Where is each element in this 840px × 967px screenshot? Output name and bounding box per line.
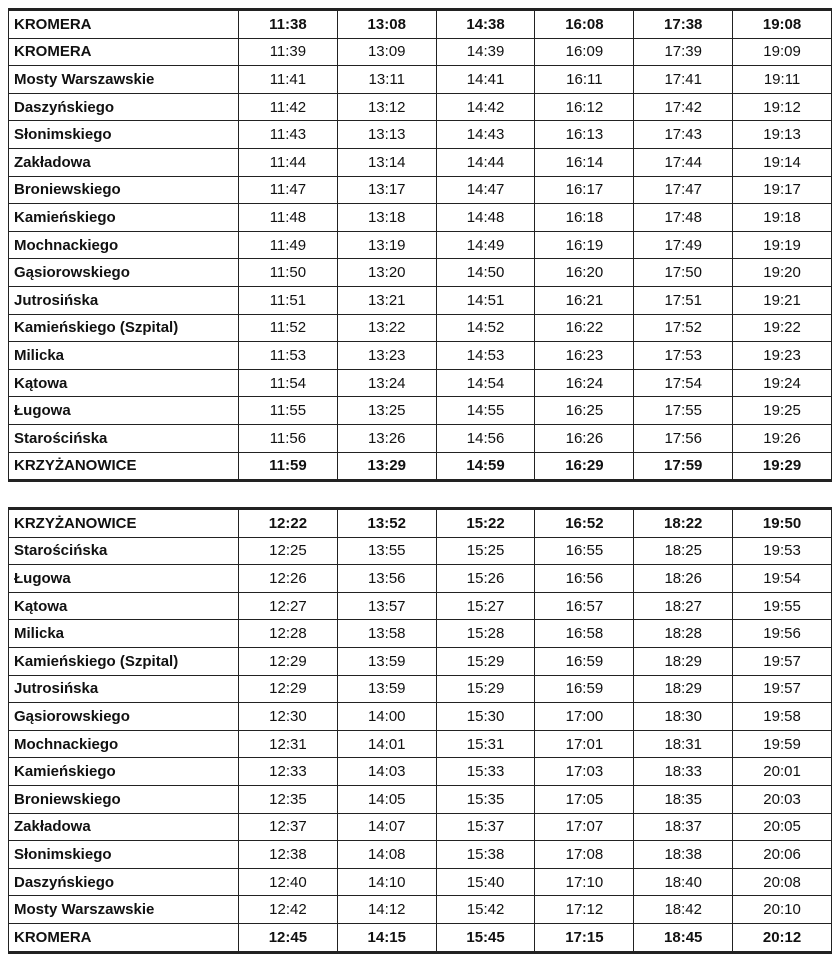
departure-time-cell: 18:42 [634, 896, 733, 924]
departure-time-cell: 17:44 [634, 148, 733, 176]
departure-time-cell: 15:27 [436, 592, 535, 620]
departure-time-cell: 19:53 [733, 537, 832, 565]
stop-name-cell: Gąsiorowskiego [9, 259, 239, 287]
departure-time-cell: 15:33 [436, 758, 535, 786]
table-row [9, 620, 832, 648]
departure-time-cell: 17:10 [535, 868, 634, 896]
departure-time-cell: 17:03 [535, 758, 634, 786]
departure-time-cell: 14:00 [337, 703, 436, 731]
departure-time-cell: 19:56 [733, 620, 832, 648]
departure-time-cell: 15:28 [436, 620, 535, 648]
departure-time-cell: 15:38 [436, 841, 535, 869]
departure-time-cell: 14:42 [436, 93, 535, 121]
departure-time-cell: 18:29 [634, 647, 733, 675]
table-row [9, 231, 832, 259]
departure-time-cell: 13:11 [337, 66, 436, 94]
table-row [9, 896, 832, 924]
table-row [9, 121, 832, 149]
departure-time-cell: 11:59 [239, 452, 338, 481]
departure-time-cell: 11:38 [239, 10, 338, 39]
departure-time-cell: 17:50 [634, 259, 733, 287]
departure-time-cell: 12:26 [239, 565, 338, 593]
departure-time-cell: 20:05 [733, 813, 832, 841]
departure-time-cell: 14:01 [337, 730, 436, 758]
departure-time-cell: 15:35 [436, 785, 535, 813]
stop-name-cell: Kątowa [9, 369, 239, 397]
stop-name-cell: Zakładowa [9, 813, 239, 841]
stop-name-cell: Milicka [9, 342, 239, 370]
departure-time-cell: 19:23 [733, 342, 832, 370]
table-row [9, 66, 832, 94]
departure-time-cell: 11:51 [239, 286, 338, 314]
departure-time-cell: 13:24 [337, 369, 436, 397]
table-row [9, 38, 832, 66]
departure-time-cell: 18:37 [634, 813, 733, 841]
departure-time-cell: 13:23 [337, 342, 436, 370]
table-row [9, 10, 832, 39]
departure-time-cell: 18:38 [634, 841, 733, 869]
departure-time-cell: 13:52 [337, 509, 436, 538]
departure-time-cell: 19:08 [733, 10, 832, 39]
departure-time-cell: 14:39 [436, 38, 535, 66]
stop-name-cell: Kątowa [9, 592, 239, 620]
departure-time-cell: 15:26 [436, 565, 535, 593]
departure-time-cell: 13:20 [337, 259, 436, 287]
departure-time-cell: 17:56 [634, 424, 733, 452]
departure-time-cell: 16:20 [535, 259, 634, 287]
departure-time-cell: 17:51 [634, 286, 733, 314]
departure-time-cell: 14:15 [337, 923, 436, 952]
departure-time-cell: 12:28 [239, 620, 338, 648]
stop-name-cell: Daszyńskiego [9, 868, 239, 896]
table-row [9, 397, 832, 425]
departure-time-cell: 12:40 [239, 868, 338, 896]
departure-time-cell: 12:33 [239, 758, 338, 786]
stop-name-cell: KRZYŻANOWICE [9, 452, 239, 481]
table-row [9, 785, 832, 813]
departure-time-cell: 13:22 [337, 314, 436, 342]
departure-time-cell: 12:35 [239, 785, 338, 813]
departure-time-cell: 20:12 [733, 923, 832, 952]
stop-name-cell: Kamieńskiego (Szpital) [9, 314, 239, 342]
departure-time-cell: 13:59 [337, 675, 436, 703]
departure-time-cell: 13:59 [337, 647, 436, 675]
table-row [9, 675, 832, 703]
departure-time-cell: 18:45 [634, 923, 733, 952]
departure-time-cell: 14:12 [337, 896, 436, 924]
departure-time-cell: 17:54 [634, 369, 733, 397]
departure-time-cell: 19:20 [733, 259, 832, 287]
departure-time-cell: 14:53 [436, 342, 535, 370]
departure-time-cell: 17:12 [535, 896, 634, 924]
departure-time-cell: 20:10 [733, 896, 832, 924]
departure-time-cell: 15:40 [436, 868, 535, 896]
stop-name-cell: Słonimskiego [9, 841, 239, 869]
departure-time-cell: 14:48 [436, 204, 535, 232]
table-row [9, 314, 832, 342]
departure-time-cell: 16:56 [535, 565, 634, 593]
departure-time-cell: 14:07 [337, 813, 436, 841]
departure-time-cell: 14:05 [337, 785, 436, 813]
departure-time-cell: 19:17 [733, 176, 832, 204]
departure-time-cell: 15:29 [436, 647, 535, 675]
departure-time-cell: 14:43 [436, 121, 535, 149]
departure-time-cell: 20:03 [733, 785, 832, 813]
departure-time-cell: 19:57 [733, 647, 832, 675]
departure-time-cell: 18:28 [634, 620, 733, 648]
table-row [9, 868, 832, 896]
table-row [9, 93, 832, 121]
stop-name-cell: Gąsiorowskiego [9, 703, 239, 731]
departure-time-cell: 17:00 [535, 703, 634, 731]
departure-time-cell: 14:44 [436, 148, 535, 176]
departure-time-cell: 13:56 [337, 565, 436, 593]
departure-time-cell: 12:31 [239, 730, 338, 758]
departure-time-cell: 14:59 [436, 452, 535, 481]
departure-time-cell: 13:17 [337, 176, 436, 204]
departure-time-cell: 19:11 [733, 66, 832, 94]
departure-time-cell: 12:42 [239, 896, 338, 924]
departure-time-cell: 16:57 [535, 592, 634, 620]
departure-time-cell: 16:21 [535, 286, 634, 314]
stop-name-cell: KRZYŻANOWICE [9, 509, 239, 538]
departure-time-cell: 16:52 [535, 509, 634, 538]
departure-time-cell: 11:39 [239, 38, 338, 66]
departure-time-cell: 14:52 [436, 314, 535, 342]
departure-time-cell: 12:29 [239, 647, 338, 675]
departure-time-cell: 11:50 [239, 259, 338, 287]
departure-time-cell: 17:41 [634, 66, 733, 94]
timetable-body [9, 509, 832, 953]
departure-time-cell: 13:12 [337, 93, 436, 121]
departure-time-cell: 19:25 [733, 397, 832, 425]
departure-time-cell: 18:35 [634, 785, 733, 813]
departure-time-cell: 20:01 [733, 758, 832, 786]
departure-time-cell: 18:25 [634, 537, 733, 565]
table-row [9, 923, 832, 952]
departure-time-cell: 19:24 [733, 369, 832, 397]
departure-time-cell: 15:37 [436, 813, 535, 841]
departure-time-cell: 16:55 [535, 537, 634, 565]
stop-name-cell: Kamieńskiego [9, 204, 239, 232]
departure-time-cell: 11:54 [239, 369, 338, 397]
departure-time-cell: 11:42 [239, 93, 338, 121]
departure-time-cell: 16:14 [535, 148, 634, 176]
departure-time-cell: 19:50 [733, 509, 832, 538]
departure-time-cell: 12:30 [239, 703, 338, 731]
departure-time-cell: 19:58 [733, 703, 832, 731]
departure-time-cell: 14:49 [436, 231, 535, 259]
departure-time-cell: 19:21 [733, 286, 832, 314]
departure-time-cell: 14:50 [436, 259, 535, 287]
departure-time-cell: 11:41 [239, 66, 338, 94]
stop-name-cell: KROMERA [9, 38, 239, 66]
departure-time-cell: 19:13 [733, 121, 832, 149]
departure-time-cell: 19:59 [733, 730, 832, 758]
table-row [9, 204, 832, 232]
departure-time-cell: 15:30 [436, 703, 535, 731]
departure-time-cell: 19:54 [733, 565, 832, 593]
departure-time-cell: 17:08 [535, 841, 634, 869]
departure-time-cell: 19:14 [733, 148, 832, 176]
departure-time-cell: 17:01 [535, 730, 634, 758]
departure-time-cell: 17:48 [634, 204, 733, 232]
stop-name-cell: KROMERA [9, 923, 239, 952]
stop-name-cell: Kamieńskiego [9, 758, 239, 786]
table-row [9, 647, 832, 675]
table-row [9, 452, 832, 481]
stop-name-cell: Kamieńskiego (Szpital) [9, 647, 239, 675]
departure-time-cell: 14:51 [436, 286, 535, 314]
table-row [9, 703, 832, 731]
departure-time-cell: 20:06 [733, 841, 832, 869]
departure-time-cell: 16:18 [535, 204, 634, 232]
departure-time-cell: 16:58 [535, 620, 634, 648]
stop-name-cell: Jutrosińska [9, 675, 239, 703]
departure-time-cell: 11:55 [239, 397, 338, 425]
departure-time-cell: 16:24 [535, 369, 634, 397]
departure-time-cell: 14:38 [436, 10, 535, 39]
departure-time-cell: 11:52 [239, 314, 338, 342]
departure-time-cell: 16:17 [535, 176, 634, 204]
departure-time-cell: 16:19 [535, 231, 634, 259]
departure-time-cell: 12:38 [239, 841, 338, 869]
table-row [9, 813, 832, 841]
departure-time-cell: 14:10 [337, 868, 436, 896]
departure-time-cell: 17:05 [535, 785, 634, 813]
table-row [9, 369, 832, 397]
table-row [9, 537, 832, 565]
departure-time-cell: 13:19 [337, 231, 436, 259]
departure-time-cell: 17:55 [634, 397, 733, 425]
departure-time-cell: 16:59 [535, 647, 634, 675]
table-row [9, 424, 832, 452]
departure-time-cell: 19:09 [733, 38, 832, 66]
departure-time-cell: 18:33 [634, 758, 733, 786]
departure-time-cell: 13:18 [337, 204, 436, 232]
departure-time-cell: 13:08 [337, 10, 436, 39]
departure-time-cell: 16:11 [535, 66, 634, 94]
departure-time-cell: 16:25 [535, 397, 634, 425]
departure-time-cell: 19:29 [733, 452, 832, 481]
stop-name-cell: Starościńska [9, 424, 239, 452]
departure-time-cell: 15:22 [436, 509, 535, 538]
departure-time-cell: 14:55 [436, 397, 535, 425]
departure-time-cell: 18:31 [634, 730, 733, 758]
stop-name-cell: Mosty Warszawskie [9, 66, 239, 94]
departure-time-cell: 16:13 [535, 121, 634, 149]
departure-time-cell: 17:38 [634, 10, 733, 39]
departure-time-cell: 17:07 [535, 813, 634, 841]
stop-name-cell: Jutrosińska [9, 286, 239, 314]
departure-time-cell: 14:56 [436, 424, 535, 452]
table-row [9, 259, 832, 287]
departure-time-cell: 14:54 [436, 369, 535, 397]
departure-time-cell: 18:29 [634, 675, 733, 703]
departure-time-cell: 18:40 [634, 868, 733, 896]
stop-name-cell: Ługowa [9, 397, 239, 425]
departure-time-cell: 13:58 [337, 620, 436, 648]
departure-time-cell: 16:22 [535, 314, 634, 342]
departure-time-cell: 13:26 [337, 424, 436, 452]
departure-time-cell: 14:41 [436, 66, 535, 94]
table-row [9, 730, 832, 758]
departure-time-cell: 13:13 [337, 121, 436, 149]
departure-time-cell: 16:59 [535, 675, 634, 703]
departure-time-cell: 11:47 [239, 176, 338, 204]
departure-time-cell: 17:42 [634, 93, 733, 121]
departure-time-cell: 15:31 [436, 730, 535, 758]
departure-time-cell: 20:08 [733, 868, 832, 896]
departure-time-cell: 17:47 [634, 176, 733, 204]
stop-name-cell: Mosty Warszawskie [9, 896, 239, 924]
stop-name-cell: Broniewskiego [9, 176, 239, 204]
departure-time-cell: 15:45 [436, 923, 535, 952]
departure-time-cell: 12:25 [239, 537, 338, 565]
departure-time-cell: 19:22 [733, 314, 832, 342]
departure-time-cell: 14:03 [337, 758, 436, 786]
table-row [9, 176, 832, 204]
departure-time-cell: 17:39 [634, 38, 733, 66]
departure-time-cell: 15:25 [436, 537, 535, 565]
departure-time-cell: 18:27 [634, 592, 733, 620]
departure-time-cell: 11:53 [239, 342, 338, 370]
table-row [9, 758, 832, 786]
departure-time-cell: 16:09 [535, 38, 634, 66]
departure-time-cell: 12:27 [239, 592, 338, 620]
departure-time-cell: 16:12 [535, 93, 634, 121]
departure-time-cell: 13:55 [337, 537, 436, 565]
departure-time-cell: 17:49 [634, 231, 733, 259]
departure-time-cell: 11:49 [239, 231, 338, 259]
departure-time-cell: 14:08 [337, 841, 436, 869]
departure-time-cell: 13:09 [337, 38, 436, 66]
departure-time-cell: 18:30 [634, 703, 733, 731]
timetable-outbound [8, 8, 832, 482]
table-row [9, 148, 832, 176]
departure-time-cell: 16:29 [535, 452, 634, 481]
departure-time-cell: 11:56 [239, 424, 338, 452]
timetable-body [9, 10, 832, 481]
departure-time-cell: 16:23 [535, 342, 634, 370]
departure-time-cell: 16:08 [535, 10, 634, 39]
departure-time-cell: 19:18 [733, 204, 832, 232]
departure-time-cell: 13:14 [337, 148, 436, 176]
departure-time-cell: 18:22 [634, 509, 733, 538]
departure-time-cell: 13:25 [337, 397, 436, 425]
table-row [9, 286, 832, 314]
departure-time-cell: 13:21 [337, 286, 436, 314]
stop-name-cell: Mochnackiego [9, 231, 239, 259]
table-row [9, 841, 832, 869]
departure-time-cell: 19:57 [733, 675, 832, 703]
stop-name-cell: KROMERA [9, 10, 239, 39]
departure-time-cell: 19:26 [733, 424, 832, 452]
stop-name-cell: Broniewskiego [9, 785, 239, 813]
departure-time-cell: 15:29 [436, 675, 535, 703]
departure-time-cell: 14:47 [436, 176, 535, 204]
table-row [9, 342, 832, 370]
stop-name-cell: Daszyńskiego [9, 93, 239, 121]
departure-time-cell: 17:59 [634, 452, 733, 481]
departure-time-cell: 17:15 [535, 923, 634, 952]
stop-name-cell: Mochnackiego [9, 730, 239, 758]
departure-time-cell: 13:57 [337, 592, 436, 620]
timetable-return [8, 507, 832, 954]
departure-time-cell: 11:43 [239, 121, 338, 149]
stop-name-cell: Zakładowa [9, 148, 239, 176]
table-row [9, 509, 832, 538]
departure-time-cell: 17:43 [634, 121, 733, 149]
table-row [9, 565, 832, 593]
departure-time-cell: 12:45 [239, 923, 338, 952]
departure-time-cell: 16:26 [535, 424, 634, 452]
departure-time-cell: 18:26 [634, 565, 733, 593]
departure-time-cell: 15:42 [436, 896, 535, 924]
stop-name-cell: Starościńska [9, 537, 239, 565]
departure-time-cell: 19:19 [733, 231, 832, 259]
stop-name-cell: Milicka [9, 620, 239, 648]
stop-name-cell: Ługowa [9, 565, 239, 593]
stop-name-cell: Słonimskiego [9, 121, 239, 149]
departure-time-cell: 19:12 [733, 93, 832, 121]
departure-time-cell: 13:29 [337, 452, 436, 481]
departure-time-cell: 11:44 [239, 148, 338, 176]
departure-time-cell: 17:52 [634, 314, 733, 342]
table-row [9, 592, 832, 620]
departure-time-cell: 11:48 [239, 204, 338, 232]
departure-time-cell: 12:29 [239, 675, 338, 703]
departure-time-cell: 17:53 [634, 342, 733, 370]
departure-time-cell: 12:37 [239, 813, 338, 841]
departure-time-cell: 12:22 [239, 509, 338, 538]
departure-time-cell: 19:55 [733, 592, 832, 620]
